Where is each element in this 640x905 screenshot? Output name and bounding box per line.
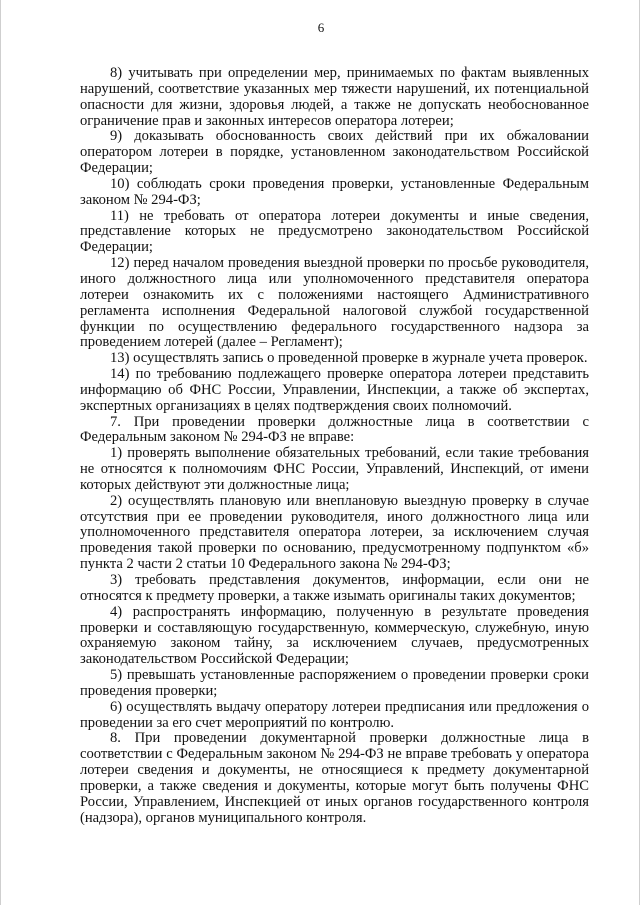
document-body bbox=[80, 66, 589, 827]
paragraph: 8) учитывать при определении мер, принимаемых по фактам выявленных нарушений, соответствие указанных мер тяжести нарушений, их потенциальной опасности для жизни, здоровья людей, а также не допускать необоснованное ограничение прав и законных интересов оператора лотереи; bbox=[80, 65, 589, 129]
paragraph: 6) осуществлять выдачу оператору лотереи предписания или предложения о проведении за его счет мероприятий по контролю. bbox=[80, 698, 589, 731]
paragraph: 2) осуществлять плановую или внеплановую выездную проверку в случае отсутствия при ее проведении руководителя, иного должностного лица или уполномоченного представителя оператора лотереи, за исключением случая проведения такой проверки по основанию, предусмотренному подпунктом «б» пункта 2 части 2 статьи 10 Федерального закона № 294-ФЗ; bbox=[80, 492, 589, 573]
paragraph: 5) превышать установленные распоряжением о проведении проверки сроки проведения проверки; bbox=[80, 667, 589, 699]
page-number: 6 bbox=[317, 20, 325, 35]
paragraph: 12) перед началом проведения выездной проверки по просьбе руководителя, иного должностного лица или уполномоченного представителя оператора лотереи ознакомить их с положениями настоящего Административного регламента исполнения Федеральной налоговой службой государственной функции по осуществлению федерального государственного надзора за проведением лотерей (далее – Регламент); bbox=[80, 255, 589, 351]
paragraph: 1) проверять выполнение обязательных требований, если такие требования не относятся к полномочиям ФНС России, Управлений, Инспекций, от имени которых действуют эти должностные лица; bbox=[80, 445, 589, 493]
paragraph: 7. При проведении проверки должностные лица в соответствии с Федеральным законом № 294-ФЗ не вправе: bbox=[80, 413, 589, 446]
paragraph: 4) распространять информацию, полученную в результате проведения проверки и составляющую государственную, коммерческую, служебную, иную охраняемую законом тайну, за исключением случаев, предусмотренных законодательством Российской Федерации; bbox=[80, 603, 589, 668]
paragraph: 13) осуществлять запись о проведенной проверке в журнале учета проверок. bbox=[110, 350, 588, 367]
paragraph: 14) по требованию подлежащего проверке оператора лотереи представить информацию об ФНС России, Управлении, Инспекции, а также об экспертах, экспертных организациях в целях подтверждения своих полномочий. bbox=[80, 366, 589, 414]
paragraph: 8. При проведении документарной проверки должностные лица в соответствии с Федеральным законом № 294-ФЗ не вправе требовать у оператора лотереи сведения и документы, не относящиеся к предмету документарной проверки, а также сведения и документы, которые могут быть получены ФНС России, Управлением, Инспекцией от иных органов государственного контроля (надзора), органов муниципального контроля. bbox=[80, 730, 589, 826]
paragraph: 11) не требовать от оператора лотереи документы и иные сведения, представление которых не предусмотрено законодательством Российской Федерации; bbox=[80, 207, 589, 256]
paragraph: 9) доказывать обоснованность своих действий при их обжаловании оператором лотереи в порядке, установленном законодательством Российской Федерации; bbox=[80, 128, 589, 177]
paragraph: 3) требовать представления документов, информации, если они не относятся к предмету проверки, а также изымать оригиналы таких документов; bbox=[80, 572, 589, 604]
paragraph: 10) соблюдать сроки проведения проверки, установленные Федеральным законом № 294-ФЗ; bbox=[80, 175, 589, 208]
